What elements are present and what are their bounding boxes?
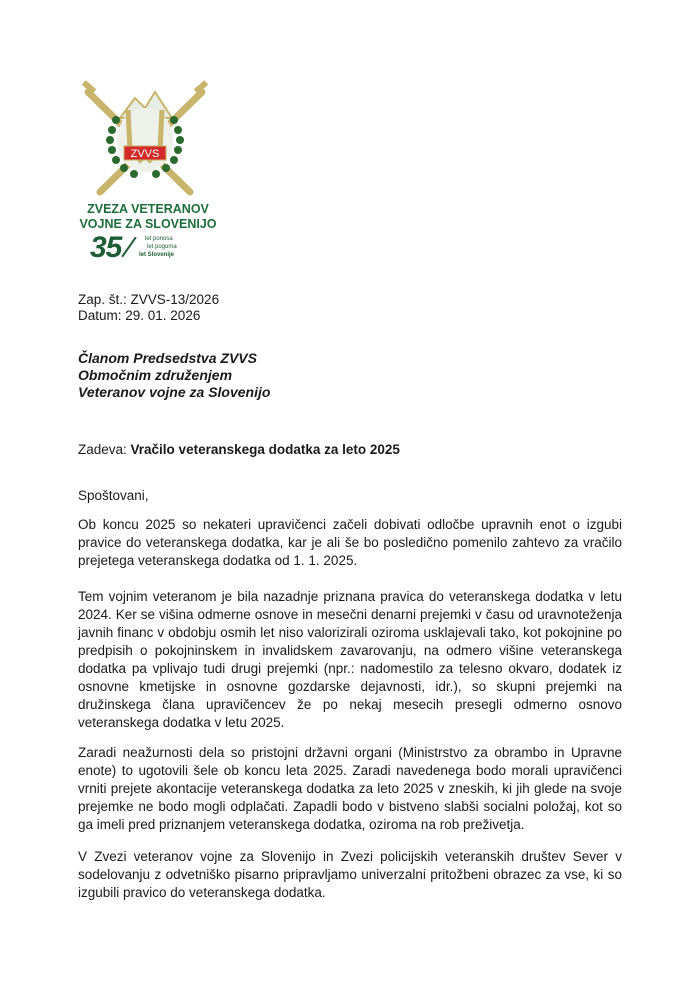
organization-name: ZVEZA VETERANOV VOJNE ZA SLOVENIJO <box>79 202 217 231</box>
subject-label: Zadeva: <box>78 442 131 457</box>
document-meta <box>78 292 219 324</box>
reference-number: Zap. št.: ZVVS-13/2026 <box>78 292 220 307</box>
salutation: Spoštovani, <box>78 488 149 503</box>
recipient-line: Območnim združenjem <box>78 367 233 383</box>
subject-line <box>78 442 400 457</box>
recipient-line: Članom Predsedstva ZVVS <box>78 350 257 366</box>
svg-text:ZVVS: ZVVS <box>130 148 160 160</box>
anniversary-mark <box>90 233 220 263</box>
anniversary-number: 35 <box>90 231 122 264</box>
recipient-line: Veteranov vojne za Slovenijo <box>78 384 271 400</box>
zvvs-emblem-icon <box>80 80 210 200</box>
body-paragraph: V Zvezi veteranov vojne za Slovenijo in Zvezi policijskih veteranskih društev Sever v sodelovanju z odvetniško pisarno pripravljamo univerzalni pritožbeni obrazec za vse, ki so izgubili pravico do veteranskega dodatka. <box>78 849 622 900</box>
document-date: Datum: 29. 01. 2026 <box>78 308 201 323</box>
slash-icon <box>121 237 136 258</box>
anniversary-tagline: let ponosa let poguma let Slovenije <box>139 236 177 258</box>
body-paragraph: Tem vojnim veteranom je bila nazadnje priznana pravica do veteranskega dodatka v letu 2024. Ker se višina odmerne osnove in mesečni denarni prejemki v času od uravnoteženja javnih financ v obdobju osmih let niso valorizirali oziroma usklajevali tako, kot pokojnine po predpisih o pokojninskem in invalidskem zavarovanju, na odmero višine veteranskega dodatka pa vplivajo tudi drugi prejemki (npr.: nadomestilo za telesno okvaro, dodatek iz osnovne kmetijske in osnovne gozdarske dejavnosti, idr.), so skupni prejemki na družinskega člana upravičencev že po nekaj mesecih presegli odmerno osnovo veteranskega dodatka v letu 2025. <box>78 589 622 730</box>
subject-text: Vračilo veteranskega dodatka za leto 2025 <box>130 442 400 457</box>
recipients-block <box>78 350 270 401</box>
body-paragraph: Ob koncu 2025 so nekateri upravičenci začeli dobivati odločbe upravnih enot o izgubi pravice do veteranskega dodatka, kar je ali še bo posledično pomenilo zahtevo za vračilo prejetega veteranskega dodatka od 1. 1. 2025. <box>78 517 622 568</box>
body-paragraph: Zaradi neažurnosti dela so pristojni državni organi (Ministrstvo za obrambo in Upravne enote) to ugotovili šele ob koncu leta 2025. Zaradi navedenega bodo morali upravičenci vrniti prejete akontacije veteranskega dodatka za leto 2025 v zneskih, ki jih glede na svoje prejemke ne bodo mogli odplačati. Zapadli bodo v bistveno slabši socialni položaj, kot so ga imeli pred priznanjem veteranskega dodatka, oziroma na rob preživetja. <box>78 745 622 832</box>
